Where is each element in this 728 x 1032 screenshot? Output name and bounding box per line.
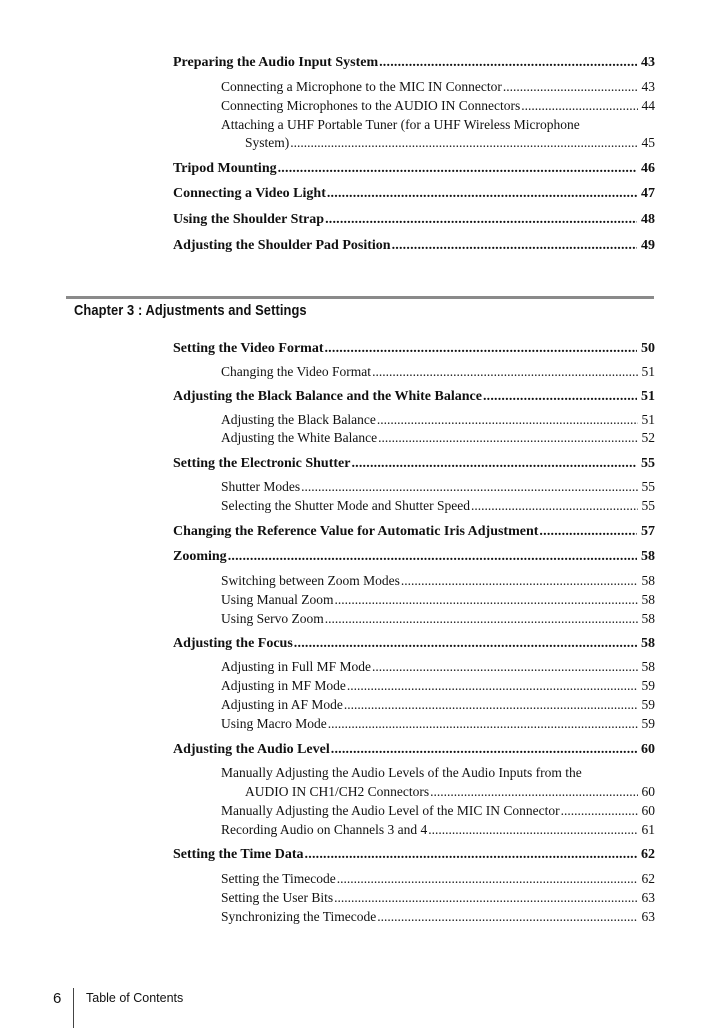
- dot-leader: [392, 238, 637, 254]
- toc-page: 58: [641, 611, 655, 626]
- toc-entry[interactable]: [221, 430, 655, 446]
- dot-leader: [503, 79, 638, 95]
- toc-title: Adjusting in AF Mode: [221, 697, 343, 712]
- toc-title: Manually Adjusting the Audio Level of the MIC IN Connector: [221, 803, 560, 818]
- toc-entry[interactable]: [173, 549, 655, 565]
- toc-page: 45: [641, 135, 655, 150]
- toc-entry[interactable]: [173, 742, 655, 758]
- toc-title: Using Macro Mode: [221, 716, 327, 731]
- toc-title[interactable]: Attaching a UHF Portable Tuner (for a UHF Wireless Microphone: [221, 117, 580, 132]
- toc-title: Setting the User Bits: [221, 890, 334, 905]
- toc-entry[interactable]: [221, 697, 655, 713]
- toc-title: Preparing the Audio Input System: [173, 55, 379, 70]
- toc-page: 62: [641, 871, 655, 886]
- dot-leader: [337, 871, 638, 887]
- toc-entry[interactable]: [221, 479, 655, 495]
- toc-page: 51: [641, 364, 655, 379]
- toc-entry[interactable]: [173, 186, 655, 202]
- toc-entry[interactable]: [173, 456, 655, 472]
- dot-leader: [347, 678, 638, 694]
- toc-title: Using the Shoulder Strap: [173, 212, 325, 227]
- toc-entry[interactable]: [221, 79, 655, 95]
- dot-leader: [372, 659, 637, 675]
- toc-page: 51: [641, 412, 655, 427]
- toc-entry[interactable]: [173, 636, 655, 652]
- toc-page: 46: [641, 161, 655, 176]
- toc-title: Setting the Time Data: [173, 847, 304, 862]
- toc-title: Connecting a Video Light: [173, 186, 326, 201]
- dot-leader: [325, 212, 637, 228]
- dot-leader: [377, 909, 637, 925]
- toc-page: 49: [641, 238, 655, 253]
- toc-title: Connecting a Microphone to the MIC IN Connector: [221, 79, 502, 94]
- page-number: 6: [53, 990, 62, 1007]
- footer-section-label: Table of Contents: [86, 991, 184, 1005]
- toc-entry[interactable]: [221, 803, 655, 819]
- toc-entry[interactable]: [221, 611, 655, 627]
- dot-leader: [378, 430, 637, 446]
- dot-leader: [428, 822, 637, 838]
- toc-title: Selecting the Shutter Mode and Shutter Speed: [221, 498, 470, 513]
- dot-leader: [328, 716, 638, 732]
- chapter-title[interactable]: Chapter 3 : Adjustments and Settings: [74, 302, 307, 319]
- toc-entry[interactable]: [221, 890, 655, 906]
- dot-leader: [351, 456, 637, 472]
- dot-leader: [561, 803, 638, 819]
- dot-leader: [228, 549, 637, 565]
- toc-page: 60: [641, 803, 655, 818]
- toc-title[interactable]: Manually Adjusting the Audio Levels of the Audio Inputs from the: [221, 765, 582, 780]
- dot-leader: [379, 55, 637, 71]
- toc-page: 58: [641, 573, 655, 588]
- toc-title: Shutter Modes: [221, 479, 301, 494]
- toc-entry[interactable]: [173, 55, 655, 71]
- toc-page: 61: [641, 822, 655, 837]
- toc-entry[interactable]: [173, 524, 655, 540]
- toc-page: 58: [641, 592, 655, 607]
- dot-leader: [471, 498, 638, 514]
- toc-title: Setting the Electronic Shutter: [173, 456, 351, 471]
- toc-entry[interactable]: [245, 135, 655, 151]
- toc-entry[interactable]: [173, 389, 655, 405]
- toc-page: 55: [641, 498, 655, 513]
- toc-title: Using Servo Zoom: [221, 611, 324, 626]
- toc-title: Recording Audio on Channels 3 and 4: [221, 822, 428, 837]
- dot-leader: [324, 341, 637, 357]
- toc-page: 59: [641, 716, 655, 731]
- toc-page: 52: [641, 430, 655, 445]
- dot-leader: [290, 135, 637, 151]
- toc-page: 60: [641, 742, 655, 757]
- toc-page: 58: [641, 636, 655, 651]
- toc-entry[interactable]: [221, 822, 655, 838]
- chapter-rule: [66, 296, 654, 299]
- toc-page: 62: [641, 847, 655, 862]
- toc-title: Setting the Timecode: [221, 871, 336, 886]
- toc-page: 58: [641, 549, 655, 564]
- toc-title: Zooming: [173, 549, 227, 564]
- toc-entry[interactable]: [221, 412, 655, 428]
- toc-page: 59: [641, 678, 655, 693]
- toc-entry[interactable]: [221, 678, 655, 694]
- toc-page: 44: [641, 98, 655, 113]
- toc-page: 57: [641, 524, 655, 539]
- toc-title-continued: System): [245, 135, 290, 150]
- toc-title: Tripod Mounting: [173, 161, 277, 176]
- dot-leader: [325, 611, 638, 627]
- toc-entry[interactable]: [221, 498, 655, 514]
- toc-entry[interactable]: [173, 847, 655, 863]
- toc-entry[interactable]: [221, 871, 655, 887]
- dot-leader: [331, 742, 637, 758]
- toc-entry[interactable]: [245, 784, 655, 800]
- toc-entry[interactable]: [173, 161, 655, 177]
- toc-entry[interactable]: [221, 716, 655, 732]
- toc-title: Adjusting the Black Balance: [221, 412, 376, 427]
- dot-leader: [294, 636, 637, 652]
- dot-leader: [334, 890, 637, 906]
- dot-leader: [327, 186, 637, 202]
- toc-entry[interactable]: [221, 98, 655, 114]
- toc-entry[interactable]: [173, 341, 655, 357]
- toc-entry[interactable]: [221, 592, 655, 608]
- toc-entry[interactable]: [221, 909, 655, 925]
- toc-title-continued: AUDIO IN CH1/CH2 Connectors: [245, 784, 430, 799]
- dot-leader: [521, 98, 637, 114]
- toc-title: Switching between Zoom Modes: [221, 573, 400, 588]
- toc-page: 47: [641, 186, 655, 201]
- toc-page: 58: [641, 659, 655, 674]
- toc-title: Adjusting the Black Balance and the White Balance: [173, 389, 482, 404]
- toc-page: 63: [641, 909, 655, 924]
- toc-page: 63: [641, 890, 655, 905]
- dot-leader: [401, 573, 638, 589]
- toc-page: 43: [641, 55, 655, 70]
- toc-title: Changing the Reference Value for Automatic Iris Adjustment: [173, 524, 539, 539]
- toc-entry[interactable]: [173, 238, 655, 254]
- dot-leader: [539, 524, 637, 540]
- toc-page: 50: [641, 341, 655, 356]
- toc-page: 59: [641, 697, 655, 712]
- toc-page: 43: [641, 79, 655, 94]
- toc-title: Changing the Video Format: [221, 364, 372, 379]
- toc-title: Adjusting the Audio Level: [173, 742, 330, 757]
- dot-leader: [430, 784, 637, 800]
- toc-entry[interactable]: [221, 364, 655, 380]
- footer-divider: [73, 988, 74, 1028]
- dot-leader: [278, 161, 637, 177]
- toc-page: 60: [641, 784, 655, 799]
- toc-title: Connecting Microphones to the AUDIO IN Connectors: [221, 98, 521, 113]
- dot-leader: [377, 412, 638, 428]
- toc-page: 55: [641, 479, 655, 494]
- toc-title: Adjusting in MF Mode: [221, 678, 346, 693]
- toc-entry[interactable]: [221, 659, 655, 675]
- toc-title: Using Manual Zoom: [221, 592, 334, 607]
- toc-title: Adjusting the Shoulder Pad Position: [173, 238, 391, 253]
- dot-leader: [483, 389, 637, 405]
- dot-leader: [301, 479, 637, 495]
- dot-leader: [305, 847, 637, 863]
- toc-title: Adjusting in Full MF Mode: [221, 659, 372, 674]
- toc-title: Synchronizing the Timecode: [221, 909, 377, 924]
- dot-leader: [344, 697, 638, 713]
- dot-leader: [335, 592, 638, 608]
- toc-title: Adjusting the Focus: [173, 636, 293, 651]
- toc-page: 51: [641, 389, 655, 404]
- toc-entry[interactable]: [173, 212, 655, 228]
- toc-page: 55: [641, 456, 655, 471]
- toc-page: 48: [641, 212, 655, 227]
- dot-leader: [372, 364, 637, 380]
- toc-title: Setting the Video Format: [173, 341, 324, 356]
- toc-entry[interactable]: [221, 573, 655, 589]
- toc-title: Adjusting the White Balance: [221, 430, 378, 445]
